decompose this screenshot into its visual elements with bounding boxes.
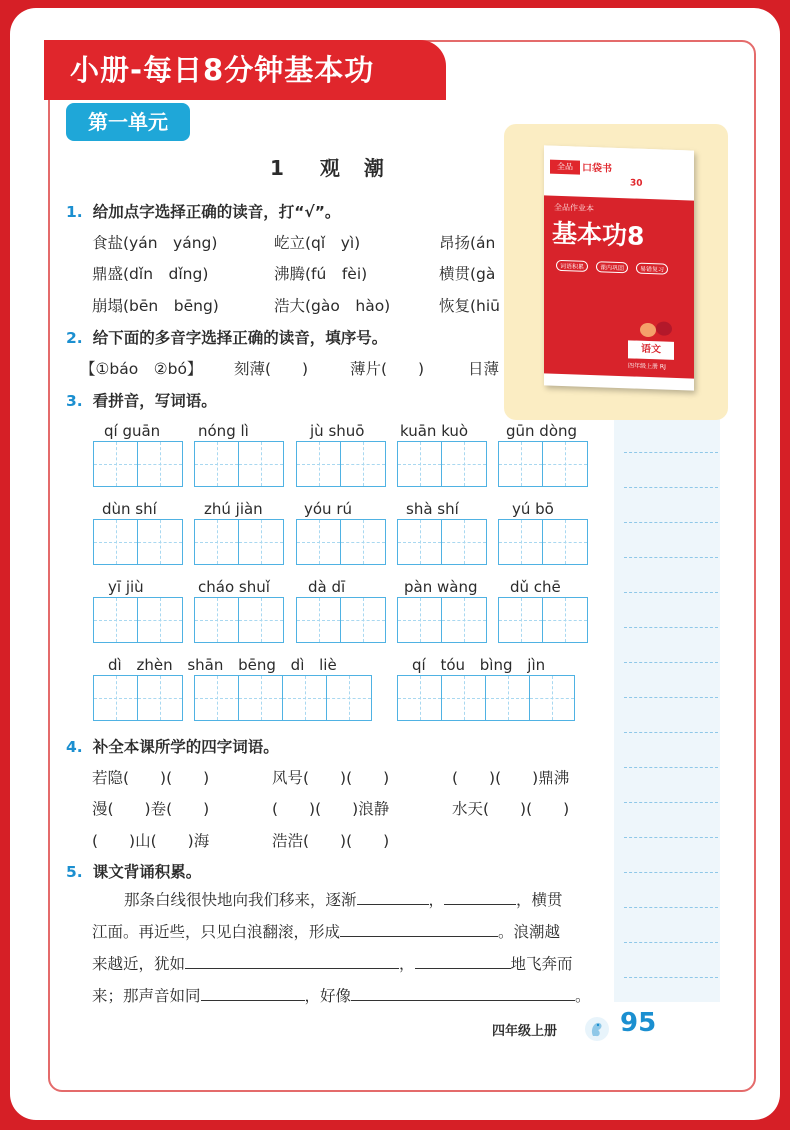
- q1-item: 沸腾(fú fèi): [274, 265, 368, 283]
- booklet-cover: [544, 145, 694, 390]
- q1-item: 恢复(hiū: [439, 297, 501, 315]
- lesson-number: 1: [270, 156, 286, 180]
- question-3-heading: [66, 389, 217, 411]
- cover-subtitle: 全品作业本: [554, 202, 594, 214]
- cover-title: 基本功8: [552, 218, 645, 251]
- notes-line: [624, 662, 718, 663]
- writing-grid[interactable]: [93, 597, 183, 643]
- notes-line: [624, 837, 718, 838]
- footer-grade: 四年级上册: [492, 1024, 558, 1039]
- question-text: 给加点字选择正确的读音，打“√”。: [92, 203, 341, 221]
- pinyin-label: dì zhèn shān bēng dì liè: [108, 656, 337, 674]
- writing-grid[interactable]: [498, 441, 588, 487]
- recitation-line: 那条白线很快地向我们移来，逐渐 ， ，横贯: [92, 884, 597, 916]
- idiom-item: 水天( )( ): [452, 800, 570, 818]
- lesson-name: 观 潮: [319, 156, 386, 180]
- answer-blank[interactable]: [444, 888, 516, 905]
- notes-line: [624, 942, 718, 943]
- mascot-icon: [640, 323, 656, 338]
- notes-panel: [614, 418, 720, 1002]
- question-number: 5.: [66, 863, 83, 881]
- answer-blank[interactable]: [357, 888, 429, 905]
- seahorse-icon: [582, 1014, 612, 1048]
- cover-tag: 课内巩固: [596, 261, 628, 273]
- writing-grid[interactable]: [397, 597, 487, 643]
- recitation-line: 江面。再近些，只见白浪翻滚，形成 。浪潮越: [92, 916, 597, 948]
- q1-item: 横贯(gà: [439, 265, 496, 283]
- question-1-heading: [66, 200, 340, 222]
- writing-grid[interactable]: [194, 675, 372, 721]
- cover-grade: 四年级上册 RJ: [628, 362, 666, 371]
- pinyin-label: dùn shí: [102, 500, 157, 518]
- question-2-heading: [66, 326, 387, 348]
- cover-tag: 易错复习: [636, 263, 668, 275]
- pinyin-label: dǔ chē: [510, 578, 561, 596]
- notes-line: [624, 697, 718, 698]
- answer-blank[interactable]: [185, 952, 399, 969]
- writing-grid[interactable]: [194, 519, 284, 565]
- cover-subject: 语文: [628, 340, 674, 360]
- question-text: 看拼音，写词语。: [92, 392, 217, 410]
- brand-logo: 全品: [550, 160, 580, 175]
- writing-grid[interactable]: [498, 597, 588, 643]
- writing-grid[interactable]: [194, 597, 284, 643]
- pinyin-label: qí guān: [104, 422, 161, 440]
- idiom-item: 漫( )卷( ): [92, 800, 210, 818]
- pinyin-label: yī jiù: [108, 578, 144, 596]
- question-number: 3.: [66, 392, 83, 410]
- writing-grid[interactable]: [93, 519, 183, 565]
- notes-line: [624, 767, 718, 768]
- q1-item: 昂扬(án: [439, 234, 496, 252]
- page-number: 95: [620, 1008, 657, 1038]
- notes-line: [624, 452, 718, 453]
- idiom-item: 风号( )( ): [272, 769, 390, 787]
- pinyin-label: shà shí: [406, 500, 459, 518]
- cover-tag: 词语积累: [556, 260, 588, 272]
- writing-grid[interactable]: [296, 441, 386, 487]
- pinyin-label: yóu rú: [304, 500, 353, 518]
- q1-item: 屹立(qǐ yì): [274, 234, 361, 252]
- notes-line: [624, 592, 718, 593]
- question-text: 课文背诵积累。: [92, 863, 202, 881]
- q2-item: 日薄: [468, 360, 500, 378]
- product-image: [504, 124, 728, 420]
- q1-item: 食盐(yán yáng): [92, 234, 218, 252]
- question-number: 4.: [66, 738, 83, 756]
- recitation-line: 来越近，犹如 ， 地飞奔而: [92, 948, 597, 980]
- writing-grid[interactable]: [397, 519, 487, 565]
- q1-item: 浩大(gào hào): [274, 297, 391, 315]
- notes-line: [624, 557, 718, 558]
- answer-blank[interactable]: [340, 920, 498, 937]
- q1-item: 崩塌(bēn bēng): [92, 297, 219, 315]
- pinyin-label: gūn dòng: [506, 422, 578, 440]
- notes-line: [624, 732, 718, 733]
- notes-line: [624, 522, 718, 523]
- mascot-icon: [656, 321, 672, 336]
- writing-grid[interactable]: [397, 441, 487, 487]
- writing-grid[interactable]: [93, 675, 183, 721]
- writing-grid[interactable]: [93, 441, 183, 487]
- q1-item: 鼎盛(dǐn dǐng): [92, 265, 209, 283]
- pinyin-label: pàn wàng: [404, 578, 478, 596]
- page-title: 小册-每日8分钟基本功: [44, 40, 446, 100]
- question-number: 2.: [66, 329, 83, 347]
- recitation-line: 来；那声音如同 ，好像 。: [92, 980, 597, 1012]
- idiom-item: ( )( )浪静: [272, 800, 390, 818]
- question-4-heading: [66, 735, 279, 757]
- notes-line: [624, 627, 718, 628]
- pinyin-label: yú bō: [512, 500, 554, 518]
- pinyin-label: kuān kuò: [400, 422, 469, 440]
- writing-grid[interactable]: [397, 675, 575, 721]
- q2-item: 刻薄( ): [234, 360, 309, 378]
- writing-grid[interactable]: [296, 597, 386, 643]
- pinyin-label: nóng lì: [198, 422, 249, 440]
- pinyin-label: cháo shuǐ: [198, 578, 270, 596]
- notes-line: [624, 907, 718, 908]
- answer-blank[interactable]: [351, 984, 575, 1001]
- notes-line: [624, 872, 718, 873]
- series-name: 口袋书: [582, 162, 612, 175]
- anniversary-badge: 30: [630, 178, 643, 189]
- question-5-heading: [66, 860, 201, 882]
- writing-grid[interactable]: [296, 519, 386, 565]
- idiom-item: ( )( )鼎沸: [452, 769, 570, 787]
- writing-grid[interactable]: [194, 441, 284, 487]
- question-text: 补全本课所学的四字词语。: [92, 738, 279, 756]
- pinyin-label: jù shuō: [310, 422, 365, 440]
- notes-line: [624, 802, 718, 803]
- pinyin-label: dà dī: [308, 578, 346, 596]
- unit-label: 第一单元: [66, 103, 190, 141]
- pinyin-label: zhú jiàn: [204, 500, 263, 518]
- notes-line: [624, 487, 718, 488]
- q2-item: 薄片( ): [350, 360, 425, 378]
- answer-blank[interactable]: [201, 984, 305, 1001]
- idiom-item: ( )山( )海: [92, 832, 210, 850]
- writing-grid[interactable]: [498, 519, 588, 565]
- idiom-item: 若隐( )( ): [92, 769, 210, 787]
- lesson-title: [270, 152, 386, 181]
- answer-blank[interactable]: [415, 952, 511, 969]
- q2-options: 【①báo ②bó】: [80, 360, 203, 378]
- notes-line: [624, 977, 718, 978]
- idiom-item: 浩浩( )( ): [272, 832, 390, 850]
- question-number: 1.: [66, 203, 83, 221]
- question-text: 给下面的多音字选择正确的读音，填序号。: [92, 329, 388, 347]
- pinyin-label: qí tóu bìng jìn: [412, 656, 546, 674]
